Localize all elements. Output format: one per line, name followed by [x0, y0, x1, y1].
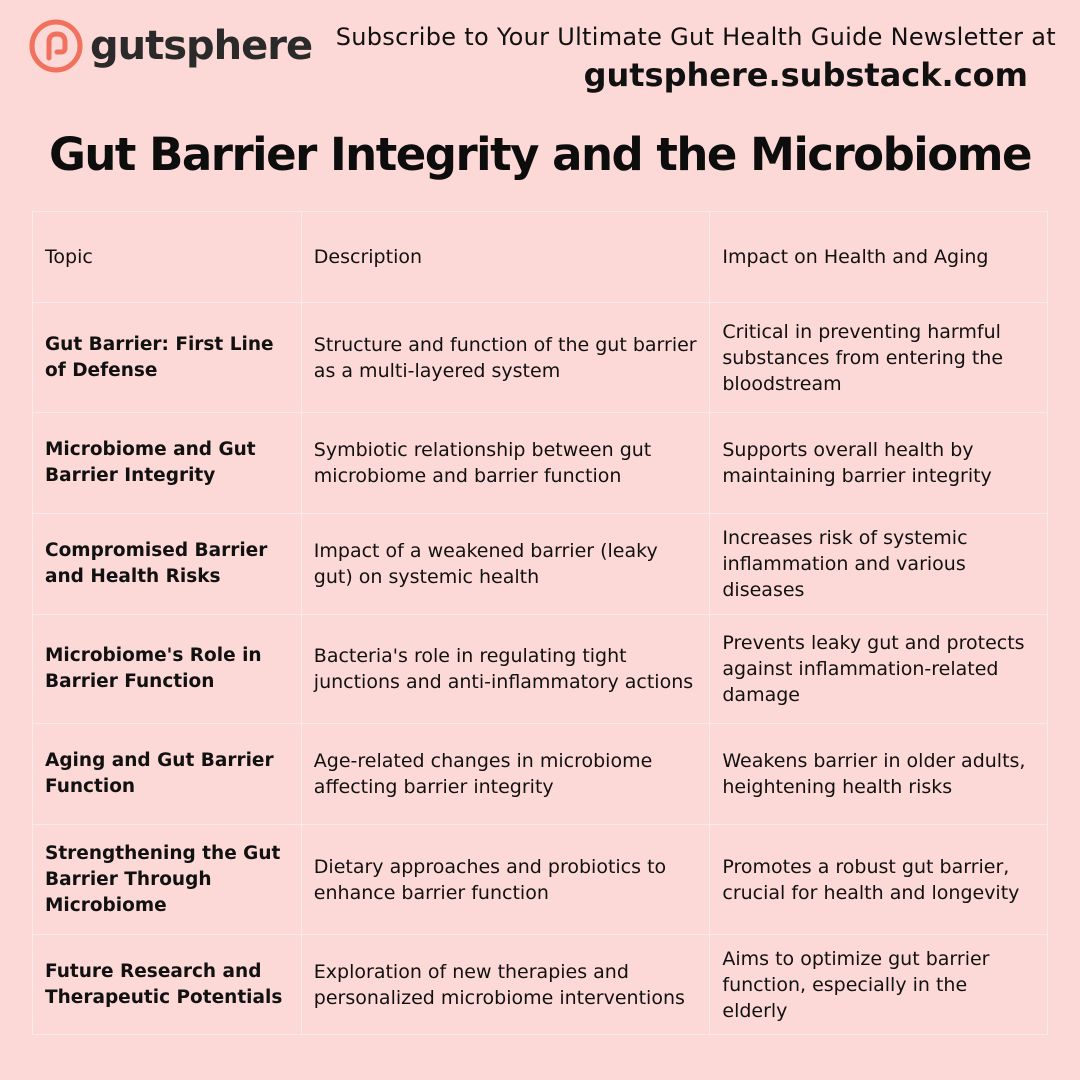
- subscribe-link[interactable]: gutsphere.substack.com: [583, 56, 1028, 94]
- row-description: Dietary approaches and probiotics to enhance barrier function: [301, 825, 710, 935]
- row-topic: Microbiome and Gut Barrier Integrity: [33, 413, 302, 514]
- subscribe-text: Subscribe to Your Ultimate Gut Health Guide Newsletter at: [335, 23, 1056, 51]
- row-topic: Strengthening the Gut Barrier Through Microbiome: [33, 825, 302, 935]
- table-row: [33, 724, 1048, 825]
- page-title: Gut Barrier Integrity and the Microbiome: [48, 128, 1032, 181]
- row-impact: Promotes a robust gut barrier, crucial for health and longevity: [710, 825, 1048, 935]
- row-topic: Gut Barrier: First Line of Defense: [33, 303, 302, 413]
- row-description: Symbiotic relationship between gut microbiome and barrier function: [301, 413, 710, 514]
- table-row: [33, 615, 1048, 724]
- table-row: [33, 303, 1048, 413]
- info-table: [32, 211, 1048, 1035]
- subscribe-callout: [336, 20, 1056, 96]
- row-description: Bacteria's role in regulating tight junctions and anti-inflammatory actions: [301, 615, 710, 724]
- header: [0, 0, 1080, 110]
- row-topic: Aging and Gut Barrier Function: [33, 724, 302, 825]
- table-row: [33, 413, 1048, 514]
- row-impact: Prevents leaky gut and protects against inflammation-related damage: [710, 615, 1048, 724]
- row-impact: Increases risk of systemic inflammation and various diseases: [710, 514, 1048, 615]
- gutsphere-logo-icon: [28, 18, 84, 74]
- row-impact: Weakens barrier in older adults, heightening health risks: [710, 724, 1048, 825]
- row-topic: Microbiome's Role in Barrier Function: [33, 615, 302, 724]
- table-row: [33, 514, 1048, 615]
- row-topic: Compromised Barrier and Health Risks: [33, 514, 302, 615]
- row-description: Age-related changes in microbiome affecting barrier integrity: [301, 724, 710, 825]
- table-header-row: [33, 212, 1048, 303]
- row-impact: Critical in preventing harmful substances from entering the bloodstream: [710, 303, 1048, 413]
- row-impact: Aims to optimize gut barrier function, especially in the elderly: [710, 935, 1048, 1035]
- table-row: [33, 825, 1048, 935]
- header-description: Description: [301, 212, 710, 303]
- row-description: Exploration of new therapies and personalized microbiome interventions: [301, 935, 710, 1035]
- brand-name: gutsphere: [90, 23, 313, 69]
- row-impact: Supports overall health by maintaining barrier integrity: [710, 413, 1048, 514]
- row-description: Impact of a weakened barrier (leaky gut) on systemic health: [301, 514, 710, 615]
- table-row: [33, 935, 1048, 1035]
- logo[interactable]: [28, 18, 312, 74]
- row-description: Structure and function of the gut barrier as a multi-layered system: [301, 303, 710, 413]
- header-impact: Impact on Health and Aging: [710, 212, 1048, 303]
- header-topic: Topic: [33, 212, 302, 303]
- row-topic: Future Research and Therapeutic Potentials: [33, 935, 302, 1035]
